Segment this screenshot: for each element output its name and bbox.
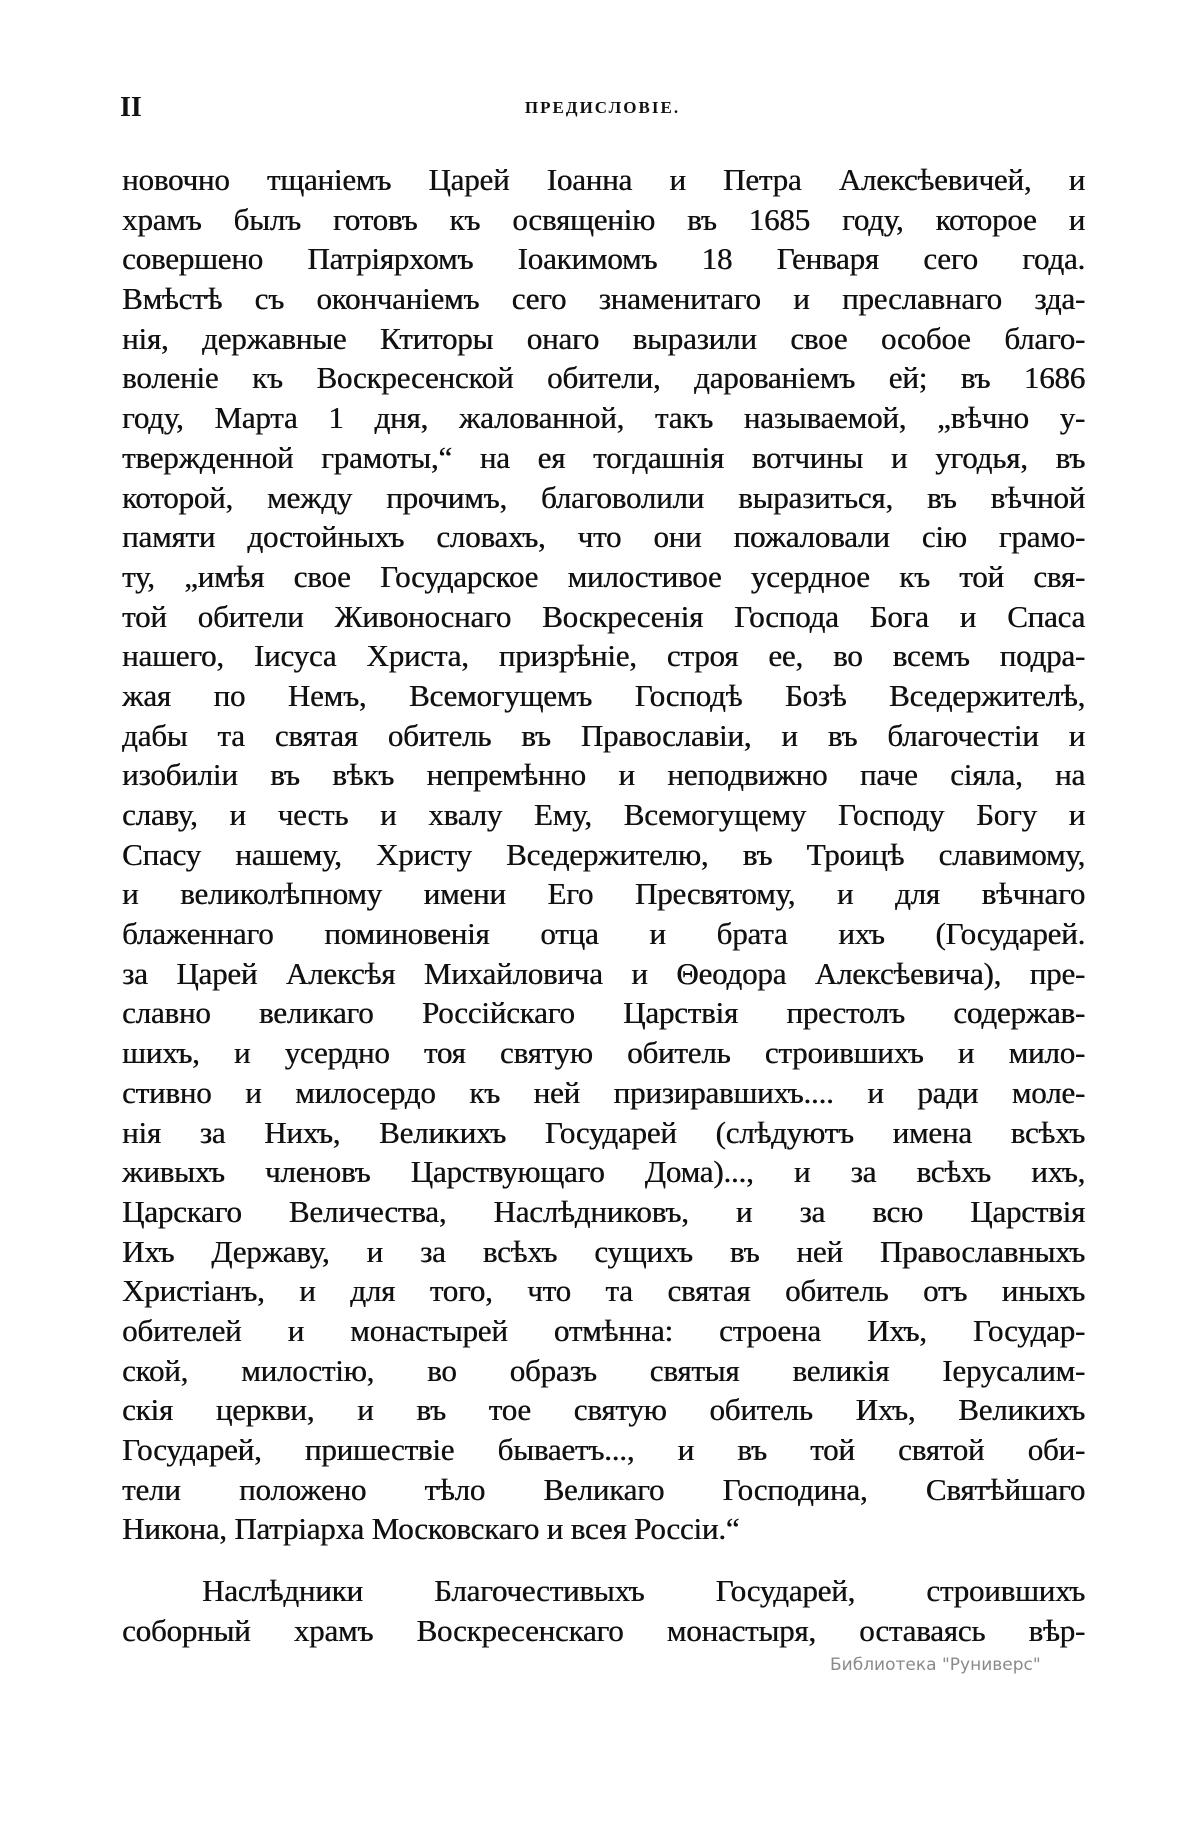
text-line: которой, между прочимъ, благоволили выразиться, въ вѣчной [122, 479, 1085, 515]
text-line: нія, державные Ктиторы онаго выразили свое особое благо- [122, 320, 1085, 356]
library-watermark: Библиотека "Руниверс" [830, 1655, 1041, 1675]
text-line: соборный храмъ Воскресенскаго монастыря, оставаясь вѣр- [122, 1612, 1085, 1648]
text-line: Ихъ Державу, и за всѣхъ сущихъ въ ней Православныхъ [122, 1233, 1085, 1269]
page-body [122, 160, 1085, 1650]
text-line: тели положено тѣло Великаго Господина, Святѣйшаго [122, 1471, 1085, 1507]
page-header [120, 92, 1085, 132]
text-line: за Царей Алексѣя Михайловича и Θеодора Алексѣевича), пре- [122, 955, 1085, 991]
paragraph-2 [122, 1571, 1085, 1650]
text-line: храмъ былъ готовъ къ освященію въ 1685 году, которое и [122, 201, 1085, 237]
text-line: живыхъ членовъ Царствующаго Дома)..., и за всѣхъ ихъ, [122, 1154, 1085, 1190]
text-line: ту, „имѣя свое Государское милостивое усердное къ той свя- [122, 558, 1085, 594]
text-line: Спасу нашему, Христу Вседержителю, въ Троицѣ славимому, [122, 836, 1085, 872]
text-line: той обители Живоноснаго Воскресенія Господа Бога и Спаса [122, 598, 1085, 634]
text-line: Наслѣдники Благочестивыхъ Государей, строившихъ [202, 1573, 1085, 1609]
text-line: нашего, Іисуса Христа, призрѣніе, строя ее, во всемъ подра- [122, 638, 1085, 674]
text-line: году, Марта 1 дня, жалованной, такъ называемой, „вѣчно у- [122, 400, 1085, 436]
text-line: Никона, Патріарха Московскаго и всея Россіи.“ [122, 1511, 740, 1547]
text-line: обителей и монастырей отмѣнна: строена Ихъ, Государ- [122, 1312, 1085, 1348]
text-line: воленіе къ Воскресенской обители, дарованіемъ ей; въ 1686 [122, 360, 1085, 396]
text-line: шихъ, и усердно тоя святую обитель строившихъ и мило- [122, 1035, 1085, 1071]
text-line: славу, и честь и хвалу Ему, Всемогущему Господу Богу и [122, 797, 1085, 832]
text-line: жая по Немъ, Всемогущемъ Господѣ Бозѣ Вседержителѣ, [122, 677, 1085, 713]
text-line: Царскаго Величества, Наслѣдниковъ, и за всю Царствія [122, 1193, 1085, 1229]
text-line: памяти достойныхъ словахъ, что они пожаловали сію грамо- [122, 519, 1085, 555]
text-line: нія за Нихъ, Великихъ Государей (слѣдуютъ имена всѣхъ [122, 1114, 1085, 1150]
text-line: новочно тщаніемъ Царей Іоанна и Петра Алексѣевичей, и [122, 162, 1085, 197]
text-line: Христіанъ, и для того, что та святая обитель отъ иныхъ [122, 1273, 1085, 1309]
text-line: Государей, пришествіе бываетъ..., и въ той святой оби- [122, 1432, 1085, 1467]
text-line: блаженнаго поминовенія отца и брата ихъ (Государей. [122, 916, 1085, 952]
text-line: твержденной грамоты,“ на ея тогдашнія вотчины и угодья, въ [122, 439, 1085, 475]
text-line: дабы та святая обитель въ Православіи, и въ благочестіи и [122, 717, 1085, 753]
text-line: совершено Патріярхомъ Іоакимомъ 18 Генваря сего года. [122, 241, 1085, 277]
text-line: славно великаго Россійскаго Царствія престолъ содержав- [122, 995, 1085, 1031]
text-line: стивно и милосердо къ ней призиравшихъ.... и ради моле- [122, 1074, 1085, 1110]
text-line: изобиліи въ вѣкъ непремѣнно и неподвижно паче сіяла, на [122, 757, 1085, 793]
text-line: скія церкви, и въ тое святую обитель Ихъ, Великихъ [122, 1392, 1085, 1428]
page-number: II [120, 92, 142, 123]
paragraph-1 [122, 160, 1085, 1549]
text-line: и великолѣпному имени Его Пресвятому, и для вѣчнаго [122, 876, 1085, 912]
text-line: Вмѣстѣ съ окончаніемъ сего знаменитаго и преславнаго зда- [122, 281, 1085, 317]
running-title: ПРЕДИСЛОВІЕ. [524, 98, 681, 117]
text-line: ской, милостію, во образъ святыя великія Іерусалим- [122, 1352, 1085, 1388]
